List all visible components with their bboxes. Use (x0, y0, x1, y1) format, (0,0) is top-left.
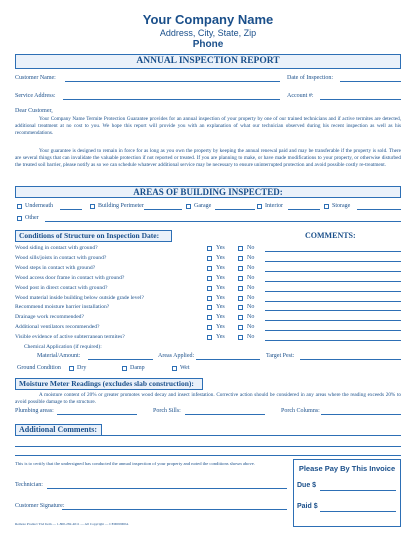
comment-line[interactable] (265, 261, 401, 262)
no-checkbox[interactable] (238, 256, 243, 261)
target-pest-label: Target Pest: (266, 353, 295, 359)
yes-label: Yes (216, 274, 225, 281)
yes-label: Yes (216, 254, 225, 261)
yes-checkbox[interactable] (207, 266, 212, 271)
condition-question: Wood access door frame in contact with ground? (15, 274, 125, 281)
plumbing-areas-field[interactable] (57, 414, 137, 415)
areas-applied-label: Areas Applied: (158, 353, 195, 359)
condition-question: Wood material inside building below outside grade level? (15, 294, 144, 301)
date-of-inspection-label: Date of Inspection: (287, 75, 333, 81)
no-checkbox[interactable] (238, 335, 243, 340)
condition-question: Drainage work recommended? (15, 314, 84, 321)
comment-line[interactable] (265, 271, 401, 272)
yes-label: Yes (216, 324, 225, 331)
conditions-title: Conditions of Structure on Inspection Date: (15, 230, 172, 242)
additional-comments-line-2[interactable] (15, 446, 401, 447)
yes-checkbox[interactable] (207, 315, 212, 320)
no-label: No (247, 245, 255, 251)
material-amount-field[interactable] (88, 359, 153, 360)
areas-applied-field[interactable] (196, 359, 260, 360)
comment-line[interactable] (265, 251, 401, 252)
service-address-field[interactable] (63, 99, 280, 100)
storage-line[interactable] (357, 209, 401, 210)
condition-question: Wood sills/joists in contact with ground? (15, 254, 107, 261)
no-label: No (247, 254, 255, 261)
comments-title: COMMENTS: (305, 231, 356, 240)
no-checkbox[interactable] (238, 246, 243, 251)
no-checkbox[interactable] (238, 266, 243, 271)
comment-line[interactable] (265, 320, 401, 321)
yes-checkbox[interactable] (207, 286, 212, 291)
building-perimeter-label: Building Perimeter (98, 203, 144, 209)
garage-checkbox[interactable] (186, 204, 191, 209)
yes-label: Yes (216, 334, 225, 341)
chemical-application-label: Chemical Application (if required): (24, 344, 102, 350)
no-label: No (247, 274, 255, 281)
paid-label: Paid $ (297, 503, 318, 510)
garage-line[interactable] (215, 209, 255, 210)
company-name: Your Company Name (142, 12, 274, 27)
no-checkbox[interactable] (238, 296, 243, 301)
yes-checkbox[interactable] (207, 276, 212, 281)
date-of-inspection-field[interactable] (340, 81, 401, 82)
section-divider (15, 455, 401, 456)
yes-label: Yes (216, 264, 225, 271)
yes-checkbox[interactable] (207, 325, 212, 330)
building-perimeter-line[interactable] (144, 209, 182, 210)
no-label: No (247, 284, 255, 291)
comment-line[interactable] (265, 281, 401, 282)
dry-checkbox[interactable] (69, 366, 74, 371)
no-checkbox[interactable] (238, 315, 243, 320)
pay-invoice-title: Please Pay By This Invoice (298, 464, 396, 473)
interior-label: Interior (265, 203, 283, 209)
condition-question: Visible evidence of active subterranean termites? (15, 334, 125, 341)
paid-amount-field[interactable] (320, 511, 396, 512)
company-phone: Phone (192, 39, 224, 50)
technician-field[interactable] (47, 488, 287, 489)
material-amount-label: Material/Amount: (37, 353, 81, 359)
certify-text: This is to certify that the undersigned has conducted the annual inspection of your property and noted the conditions shown above. (15, 461, 255, 466)
yes-label: Yes (216, 314, 225, 321)
technician-label: Technician: (15, 482, 43, 488)
no-label: No (247, 264, 255, 271)
additional-comments-line-1[interactable] (102, 435, 401, 436)
no-label: No (247, 324, 255, 331)
damp-checkbox[interactable] (122, 366, 127, 371)
no-label: No (247, 294, 255, 301)
customer-name-field[interactable] (65, 81, 280, 82)
no-label: No (247, 334, 255, 341)
footer-text: Remote Product TGI Item — 1-800-282-4011 — All Copyright — CE0000000A (15, 522, 129, 526)
underneath-checkbox[interactable] (17, 204, 22, 209)
comment-line[interactable] (265, 310, 401, 311)
condition-question: Wood post in direct contact with ground? (15, 284, 108, 291)
due-label: Due $ (297, 482, 317, 489)
wet-checkbox[interactable] (172, 366, 177, 371)
yes-checkbox[interactable] (207, 335, 212, 340)
condition-question: Wood siding in contact with ground? (15, 245, 98, 251)
no-label: No (247, 304, 255, 311)
condition-question: Recommend moisture barrier installation? (15, 304, 110, 311)
yes-label: Yes (216, 294, 225, 301)
comment-line[interactable] (265, 330, 401, 331)
no-label: No (247, 314, 255, 321)
other-checkbox[interactable] (17, 216, 22, 221)
building-perimeter-checkbox[interactable] (90, 204, 95, 209)
condition-question: Additional ventilators recommended? (15, 324, 100, 331)
letter-paragraph-1: Your Company Name Termite Protection Guarantee provides for an annual inspection of your property by one of our trained technicians and if active termites are detected, additional treatment at no cost to you. We hope this report will provide you with an explanation of what our technician observed during his recent inspection as well as his recommendations. (15, 116, 401, 136)
company-address: Address, City, State, Zip (159, 28, 257, 38)
other-label: Other (25, 215, 39, 221)
target-pest-field[interactable] (300, 359, 401, 360)
wet-label: Wet (180, 365, 190, 371)
no-checkbox[interactable] (238, 325, 243, 330)
other-line[interactable] (45, 221, 401, 222)
account-number-field[interactable] (320, 99, 401, 100)
storage-checkbox[interactable] (324, 204, 329, 209)
report-title: ANNUAL INSPECTION REPORT (15, 54, 401, 69)
ground-condition-label: Ground Condition (17, 365, 61, 371)
customer-name-label: Customer Name: (15, 75, 56, 81)
garage-label: Garage (194, 203, 212, 209)
moisture-text: A moisture content of 20% or greater promotes wood decay and insect infestation. Corrective action should be considered in any areas where the reading exceeds 20% to avoid possible damage to the structure. (15, 392, 401, 405)
porch-sills-field[interactable] (185, 414, 265, 415)
yes-label: Yes (216, 245, 225, 251)
dry-label: Dry (77, 365, 87, 371)
porch-columns-field[interactable] (321, 414, 401, 415)
salutation: Dear Customer, (15, 108, 53, 114)
no-checkbox[interactable] (238, 305, 243, 310)
comment-line[interactable] (265, 301, 401, 302)
yes-label: Yes (216, 304, 225, 311)
letter-paragraph-2: Your guarantee is designed to remain in force for as long as you own the property by keeping the annual renewal paid and may be transferable if the property is sold. There are several things that can invalidate the valuable protection if not reported or treated. If you are planning to make, or have made modifications to your property, or otherwise disturbed the treated soil barrier, please notify as so we can schedule whatever additional service may be necessary to ensure uninterrupted protection and avoid possible costly re-treatment. (15, 148, 401, 168)
yes-checkbox[interactable] (207, 296, 212, 301)
underneath-label: Underneath (25, 203, 53, 209)
porch-columns-label: Porch Columns: (281, 408, 320, 414)
no-checkbox[interactable] (238, 286, 243, 291)
condition-question: Wood steps in contact with ground? (15, 264, 96, 271)
yes-checkbox[interactable] (207, 246, 212, 251)
porch-sills-label: Porch Sills: (153, 408, 181, 414)
comment-line[interactable] (265, 340, 401, 341)
areas-inspected-title: AREAS OF BUILDING INSPECTED: (15, 186, 401, 198)
service-address-label: Service Address: (15, 93, 56, 99)
due-amount-field[interactable] (320, 490, 396, 491)
storage-label: Storage (332, 203, 351, 209)
customer-signature-field[interactable] (62, 509, 287, 510)
moisture-readings-title: Moisture Meter Readings (excludes slab construction): (15, 378, 203, 390)
interior-line[interactable] (288, 209, 320, 210)
interior-checkbox[interactable] (257, 204, 262, 209)
damp-label: Damp (130, 365, 145, 371)
comment-line[interactable] (265, 291, 401, 292)
plumbing-areas-label: Plumbing areas: (15, 408, 54, 414)
underneath-line[interactable] (60, 209, 82, 210)
yes-label: Yes (216, 284, 225, 291)
yes-checkbox[interactable] (207, 305, 212, 310)
no-checkbox[interactable] (238, 276, 243, 281)
additional-comments-title: Additional Comments: (15, 424, 102, 436)
account-number-label: Account #: (287, 93, 314, 99)
yes-checkbox[interactable] (207, 256, 212, 261)
customer-signature-label: Customer Signature: (15, 503, 65, 509)
